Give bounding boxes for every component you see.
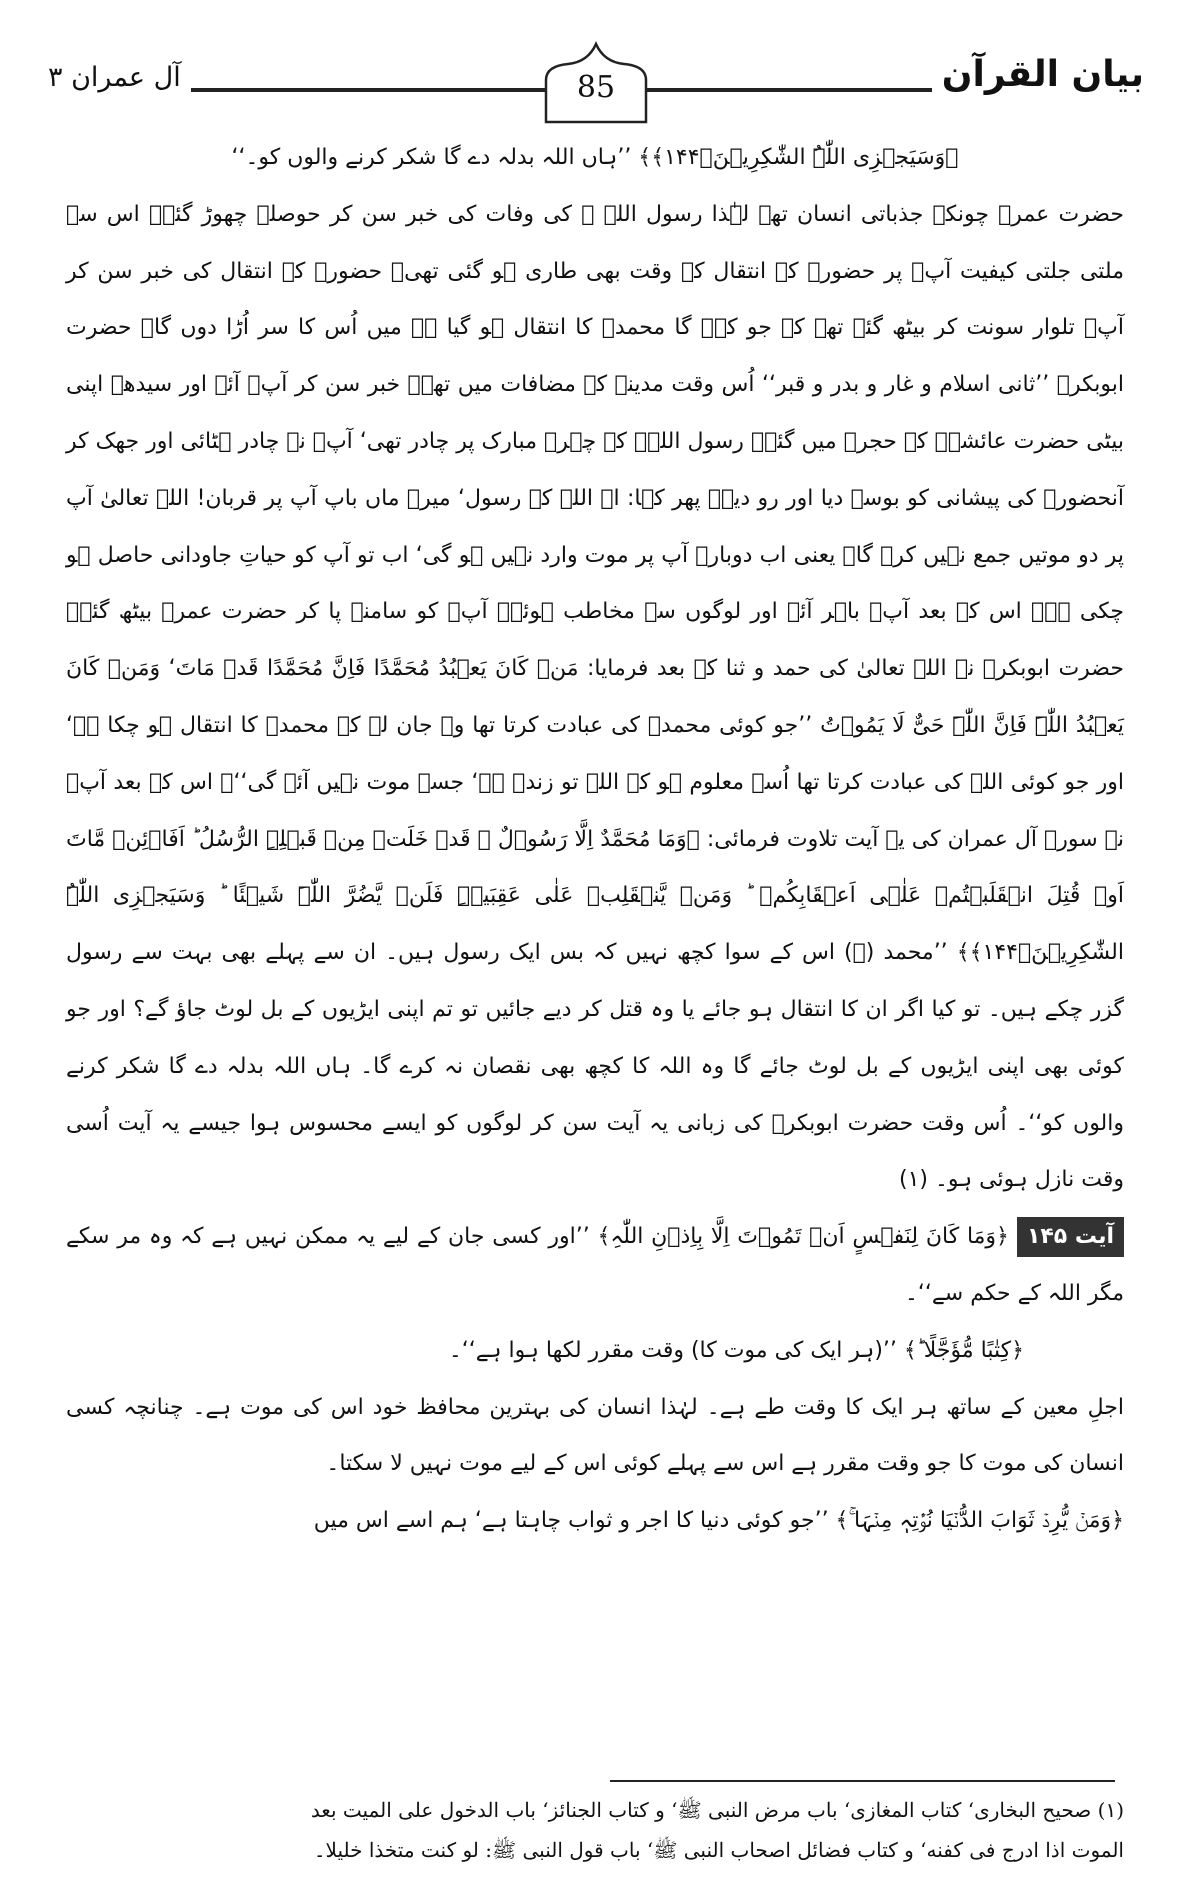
footnote-line-1: (۱) صحیح البخاری‘ کتاب المغازی‘ باب مرض النبی ﷺ‘ و کتاب الجنائز‘ باب الدخول علی المیت بعد [310,1798,1124,1822]
page-number: 85 [576,70,616,105]
ayah-number-badge: آیت ۱۴۵ [1017,1217,1124,1257]
footnote [66,1790,1124,1870]
verse-145-paragraph [66,1209,1124,1323]
verse-fixed-term: ﴿کِتٰبًا مُّؤَجَّلًا ؕ﴾ ’’(ہر ایک کی موت کا) وقت مقرر لکھا ہوا ہے‘‘۔ [448,1337,1024,1363]
page-header [48,40,1144,120]
verse-line-144: ﴿وَسَیَجۡزِی اللّٰہُ الشّٰکِرِیۡنَ﴿۱۴۴﴾﴾ ’’ہاں اللہ بدلہ دے گا شکر کرنے والوں کو۔‘‘ [231,145,959,170]
verse-reward-paragraph: ﴿وَمَنۡ یُّرِدۡ ثَوَابَ الدُّنۡیَا نُؤۡتِہٖ مِنۡہَا ۚ﴾ ’’جو کوئی دنیا کا اجر و ثواب چاہتا ہے‘ ہم اسے اس میں [313,1508,1124,1534]
book-title: بیان القرآن [932,54,1144,95]
commentary-death-paragraph: اجلِ معین کے ساتھ ہر ایک کا وقت طے ہے۔ لہٰذا انسان کی بہترین محافظ خود اس کی موت ہے۔ چنانچہ کسی انسان کی موت کا جو وقت مقرر ہے اس سے پہلے کوئی اس کے لیے موت نہیں لا سکتا۔ [66,1394,1124,1477]
surah-name: آل عمران ۳ [48,62,191,93]
main-text [66,130,1124,1550]
footnote-line-2: الموت اذا ادرج فی کفنه‘ و کتاب فضائل اصحاب النبی ﷺ‘ باب قول النبی ﷺ: لو کنت متخذا خلیلا۔ [313,1838,1124,1862]
footnote-rule [610,1780,1115,1782]
verse-145-text: ﴿وَمَا کَانَ لِنَفۡسٍ اَنۡ تَمُوۡتَ اِلَّا بِاِذۡنِ اللّٰہِ﴾ ’’اور کسی جان کے لیے یہ ممکن نہیں ہے کہ وہ مر سکے مگر اللہ کے حکم سے‘‘۔ [66,1224,1124,1306]
page-number-frame [538,40,654,124]
commentary-paragraph: حضرت عمرؓ چونکہ جذباتی انسان تھے لہٰذا رسول اللہ ﷺ کی وفات کی خبر سن کر حوصلہ چھوڑ گئے۔ اس سے ملتی جلتی کیفیت آپؓ پر حضورﷺ کے انتقال کے وقت بھی طاری ہو گئی تھی۔ حضورﷺ کے انتقال کی خبر سن کر آپؓ تلوار سونت کر بیٹھ گئے تھے کہ جو کہے گا محمدﷺ کا انتقال ہو گیا ہے میں اُس کا سر اُڑا دوں گا۔ حضرت ابوبکرؓ ’’ثانی اسلام و غار و بدر و قبر‘‘ اُس وقت مدینہ کے مضافات میں تھے۔ خبر سن کر آپؓ آئے اور سیدھے اپنی بیٹی حضرت عائشہؓ کے حجرے میں گئے۔ رسول اللہﷺ کے چہرۂ مبارک پر چادر تھی‘ آپؓ نے چادر ہٹائی اور جھک کر آنحضورﷺ کی پیشانی کو بوسہ دیا اور رو دیے۔ پھر کہا: اے اللہ کے رسول‘ میرے ماں باپ آپ پر قربان! اللہ تعالیٰ آپ پر دو موتیں جمع نہیں کرے گا۔ یعنی اب دوبارہ آپ پر موت وارد نہیں ہو گی‘ اب تو آپ کو حیاتِ جاودانی حاصل ہو چکی ہے۔ اس کے بعد آپؓ باہر آئے اور لوگوں سے مخاطب ہوئے۔ آپؓ کو سامنے پا کر حضرت عمرؓ بیٹھ گئے۔ حضرت ابوبکرؓ نے اللہ تعالیٰ کی حمد و ثنا کے بعد فرمایا: مَنۡ کَانَ یَعۡبُدُ مُحَمَّدًا فَاِنَّ مُحَمَّدًا قَدۡ مَاتَ‘ وَمَنۡ کَانَ یَعۡبُدُ اللّٰہَ فَاِنَّ اللّٰہَ حَیٌّ لَا یَمُوۡتُ ’’جو کوئی محمدﷺ کی عبادت کرتا تھا وہ جان لے کہ محمدﷺ کا انتقال ہو چکا ہے‘ اور جو کوئی اللہ کی عبادت کرتا تھا اُسے معلوم ہو کہ اللہ تو زندہ ہے‘ جسے موت نہیں آئے گی‘‘۔ اس کے بعد آپؓ نے سورۂ آل عمران کی یہ آیت تلاوت فرمائی: ﴿وَمَا مُحَمَّدٌ اِلَّا رَسُوۡلٌ ۚ قَدۡ خَلَتۡ مِنۡ قَبۡلِہِ الرُّسُلُ ؕ اَفَا۠ئِنۡ مَّاتَ اَوۡ قُتِلَ انۡقَلَبۡتُمۡ عَلٰۤی اَعۡقَابِکُمۡ ؕ وَمَنۡ یَّنۡقَلِبۡ عَلٰی عَقِبَیۡہِ فَلَنۡ یَّضُرَّ اللّٰہَ شَیۡئًا ؕ وَسَیَجۡزِی اللّٰہُ الشّٰکِرِیۡنَ﴿۱۴۴﴾﴾ ’’محمد (ﷺ) اس کے سوا کچھ نہیں کہ بس ایک رسول ہیں۔ ان سے پہلے بھی بہت سے رسول گزر چکے ہیں۔ تو کیا اگر ان کا انتقال ہو جائے یا وہ قتل کر دیے جائیں تو تم اپنی ایڑیوں کے بل لوٹ جاؤ گے؟ اور جو کوئی بھی اپنی ایڑیوں کے بل لوٹ جائے گا وہ اللہ کا کچھ بھی نقصان نہ کرے گا۔ ہاں اللہ بدلہ دے گا شکر کرنے والوں کو‘‘۔ اُس وقت حضرت ابوبکرؓ کی زبانی یہ آیت سن کر لوگوں کو ایسے محسوس ہوا جیسے یہ آیت اُسی وقت نازل ہوئی ہو۔ (۱) [66,201,1124,1193]
